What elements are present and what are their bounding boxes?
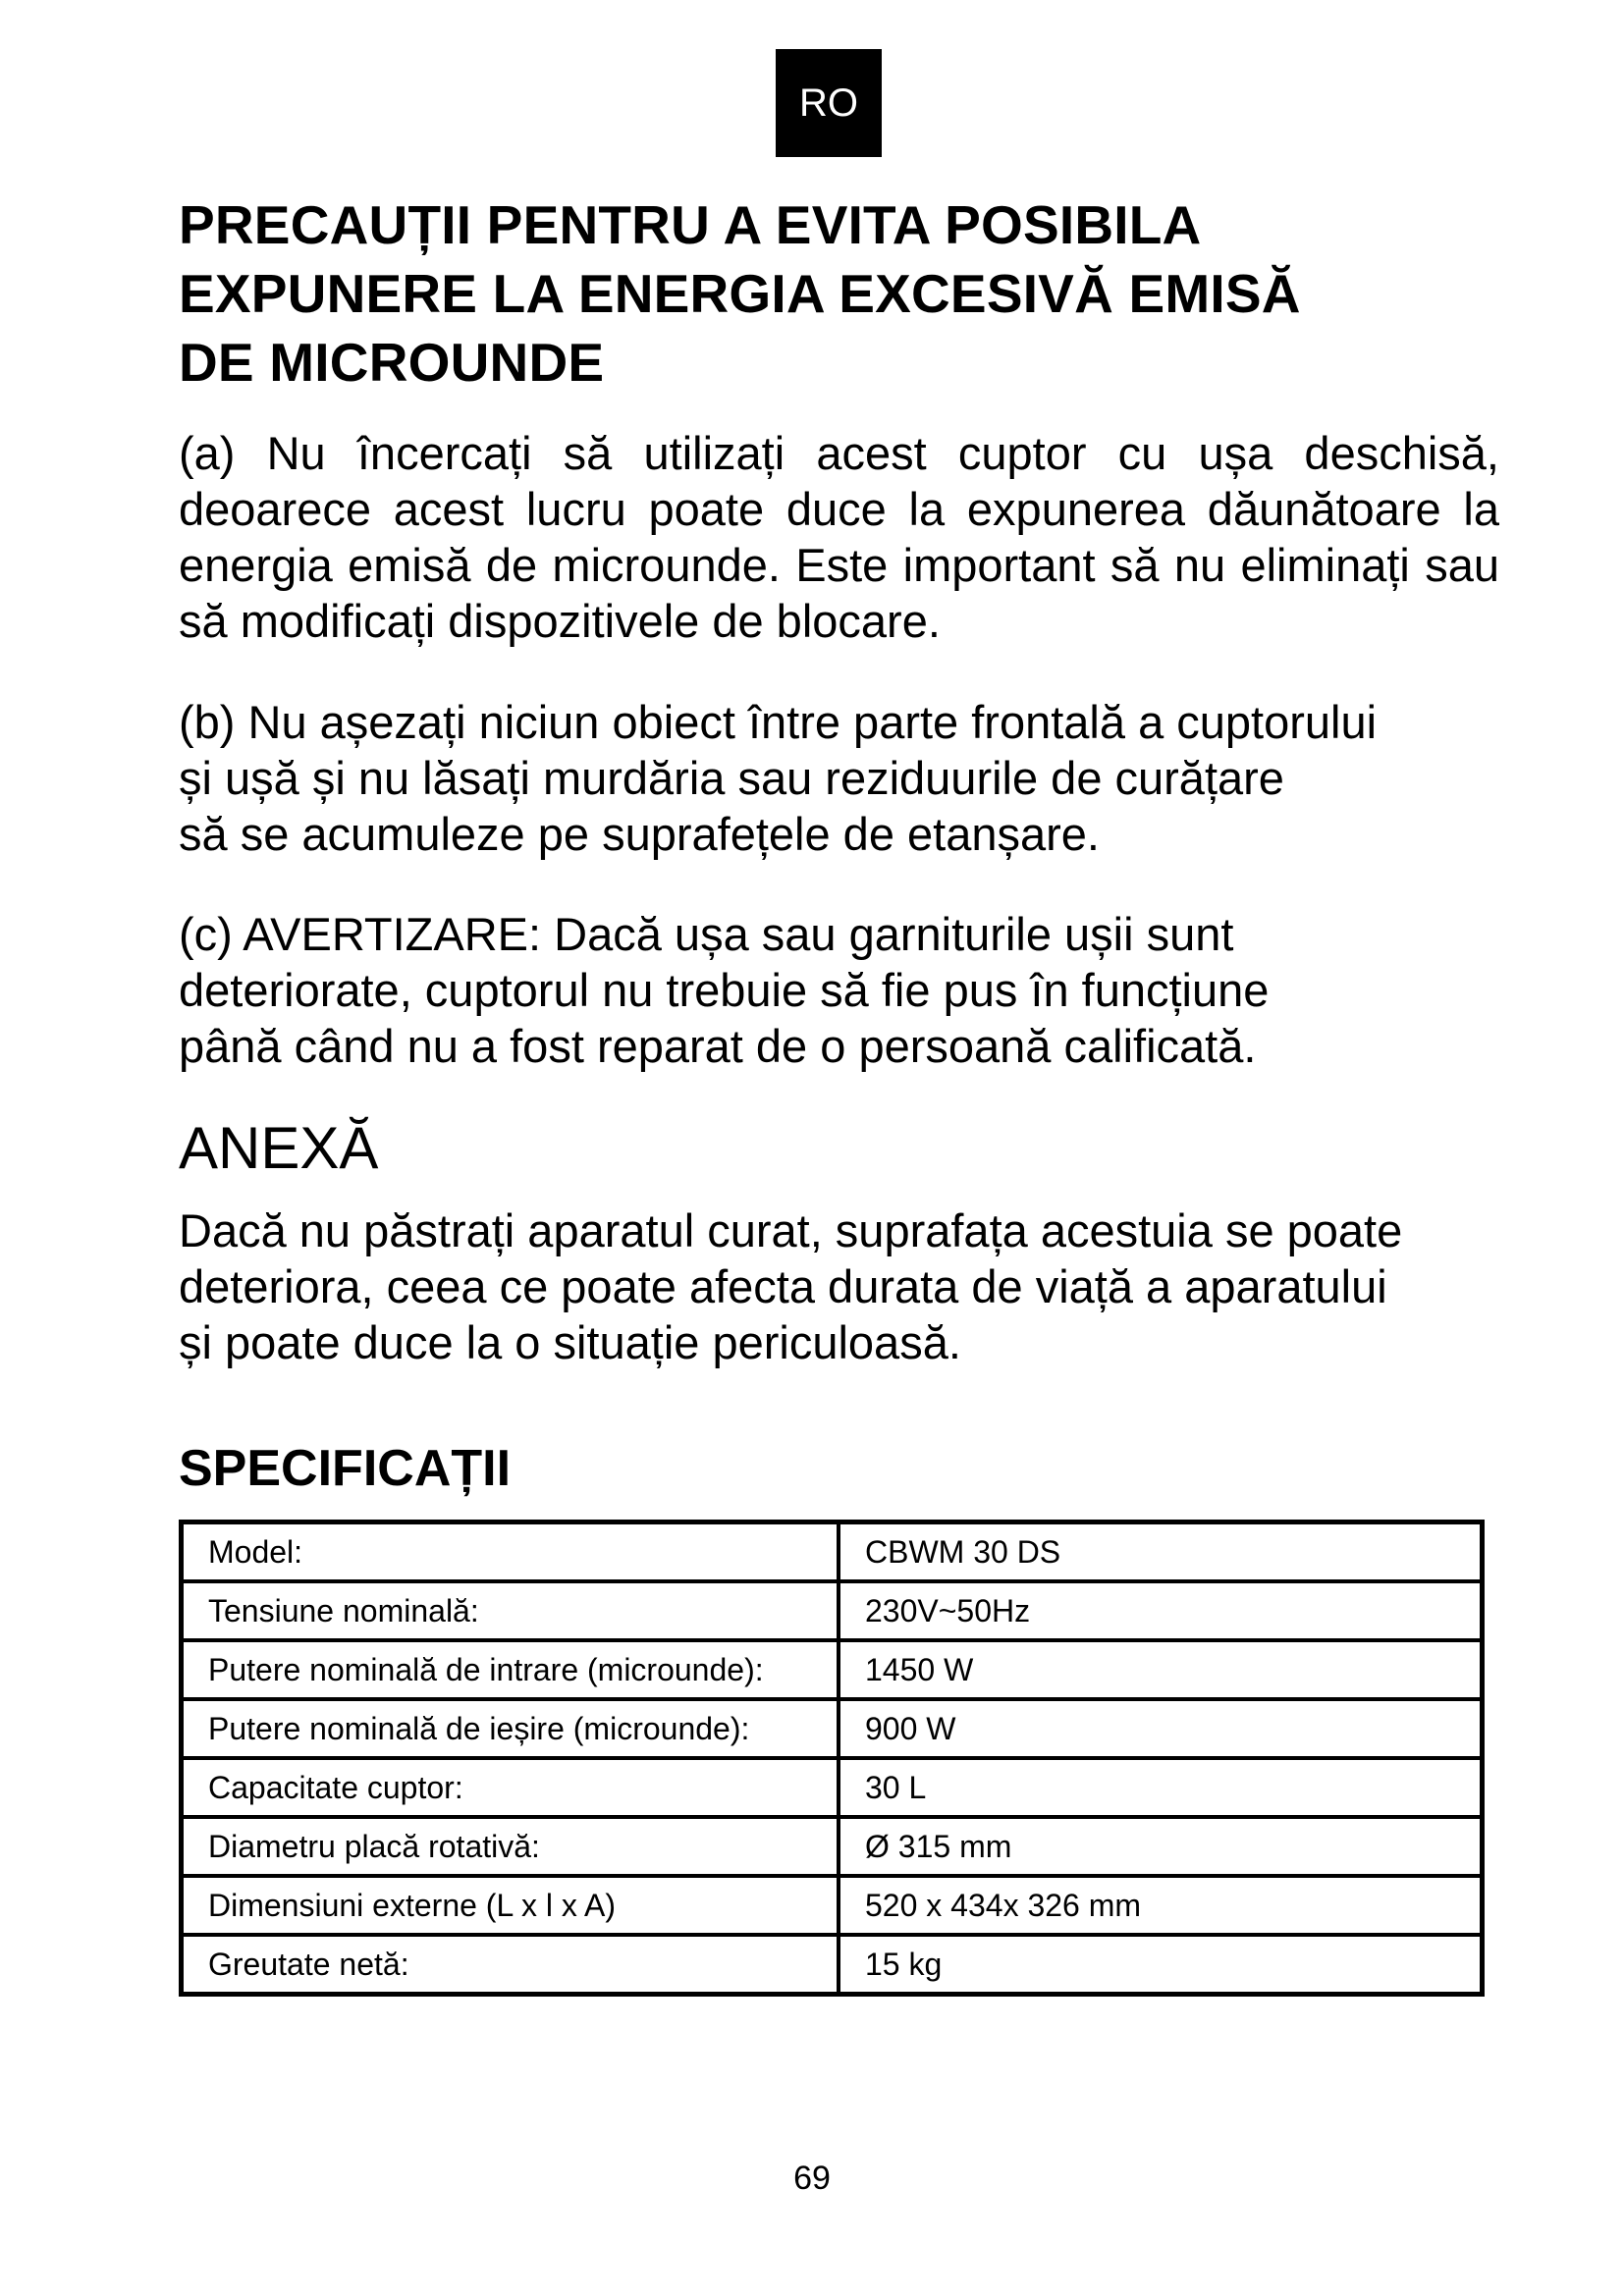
precaution-line: (c) AVERTIZARE: Dacă ușa sau garniturile ușii sunt xyxy=(179,908,1234,960)
annex-line: și poate duce la o situație periculoasă. xyxy=(179,1316,961,1368)
spec-label: Putere nominală de ieșire (microunde): xyxy=(182,1699,839,1758)
spec-value: 15 kg xyxy=(839,1935,1483,1995)
spec-value: 230V~50Hz xyxy=(839,1581,1483,1640)
title-line: PRECAUȚII PENTRU A EVITA POSIBILA xyxy=(179,194,1202,255)
spec-value: 30 L xyxy=(839,1758,1483,1817)
spec-value: 520 x 434x 326 mm xyxy=(839,1876,1483,1935)
spec-label: Dimensiuni externe (L x l x A) xyxy=(182,1876,839,1935)
precaution-line: deoarece acest lucru poate duce la expunerea dăunătoare xyxy=(179,483,1441,535)
annex-heading: ANEXĂ xyxy=(179,1115,379,1181)
annex-text xyxy=(179,1202,1494,1370)
spec-label: Greutate netă: xyxy=(182,1935,839,1995)
spec-value: Ø 315 mm xyxy=(839,1817,1483,1876)
precaution-line: și ușă și nu lăsați murdăria sau reziduurile de curățare xyxy=(179,752,1284,804)
precaution-line: sau să modificați dispozitivele de blocare. xyxy=(179,539,1499,647)
table-row xyxy=(182,1758,1483,1817)
table-row xyxy=(182,1876,1483,1935)
title-line: DE MICROUNDE xyxy=(179,332,605,393)
precaution-a xyxy=(179,425,1499,649)
page-title xyxy=(179,190,1494,397)
precaution-c xyxy=(179,906,1494,1074)
precaution-line: (b) Nu așezați niciun obiect între parte frontală a cuptorului xyxy=(179,696,1378,748)
specifications-table xyxy=(179,1520,1485,1997)
spec-value: CBWM 30 DS xyxy=(839,1522,1483,1582)
precaution-b xyxy=(179,694,1494,862)
spec-value: 1450 W xyxy=(839,1640,1483,1699)
language-badge: RO xyxy=(776,49,882,157)
spec-value: 900 W xyxy=(839,1699,1483,1758)
table-row xyxy=(182,1817,1483,1876)
precaution-line: deteriorate, cuptorul nu trebuie să fie pus în funcțiune xyxy=(179,964,1270,1016)
page-number: 69 xyxy=(793,2160,831,2197)
annex-line: Dacă nu păstrați aparatul curat, suprafața acestuia se poate xyxy=(179,1204,1403,1256)
precaution-line: până când nu a fost reparat de o persoană calificată. xyxy=(179,1020,1257,1072)
precaution-line: să se acumuleze pe suprafețele de etanșare. xyxy=(179,808,1100,860)
spec-label: Tensiune nominală: xyxy=(182,1581,839,1640)
spec-label: Capacitate cuptor: xyxy=(182,1758,839,1817)
precaution-line: (a) Nu încercați să utilizați acest cuptor cu ușa deschisă, xyxy=(179,427,1499,479)
table-row xyxy=(182,1522,1483,1582)
specifications-heading: SPECIFICAȚII xyxy=(179,1440,512,1497)
spec-label: Model: xyxy=(182,1522,839,1582)
table-row xyxy=(182,1935,1483,1995)
spec-label: Diametru placă rotativă: xyxy=(182,1817,839,1876)
annex-line: deteriora, ceea ce poate afecta durata de viață a aparatului xyxy=(179,1260,1387,1312)
spec-label: Putere nominală de intrare (microunde): xyxy=(182,1640,839,1699)
table-row xyxy=(182,1640,1483,1699)
title-line: EXPUNERE LA ENERGIA EXCESIVĂ EMISĂ xyxy=(179,263,1301,324)
table-row xyxy=(182,1699,1483,1758)
precaution-line: la energia emisă de microunde. Este important să nu eliminați xyxy=(179,483,1500,591)
table-row xyxy=(182,1581,1483,1640)
